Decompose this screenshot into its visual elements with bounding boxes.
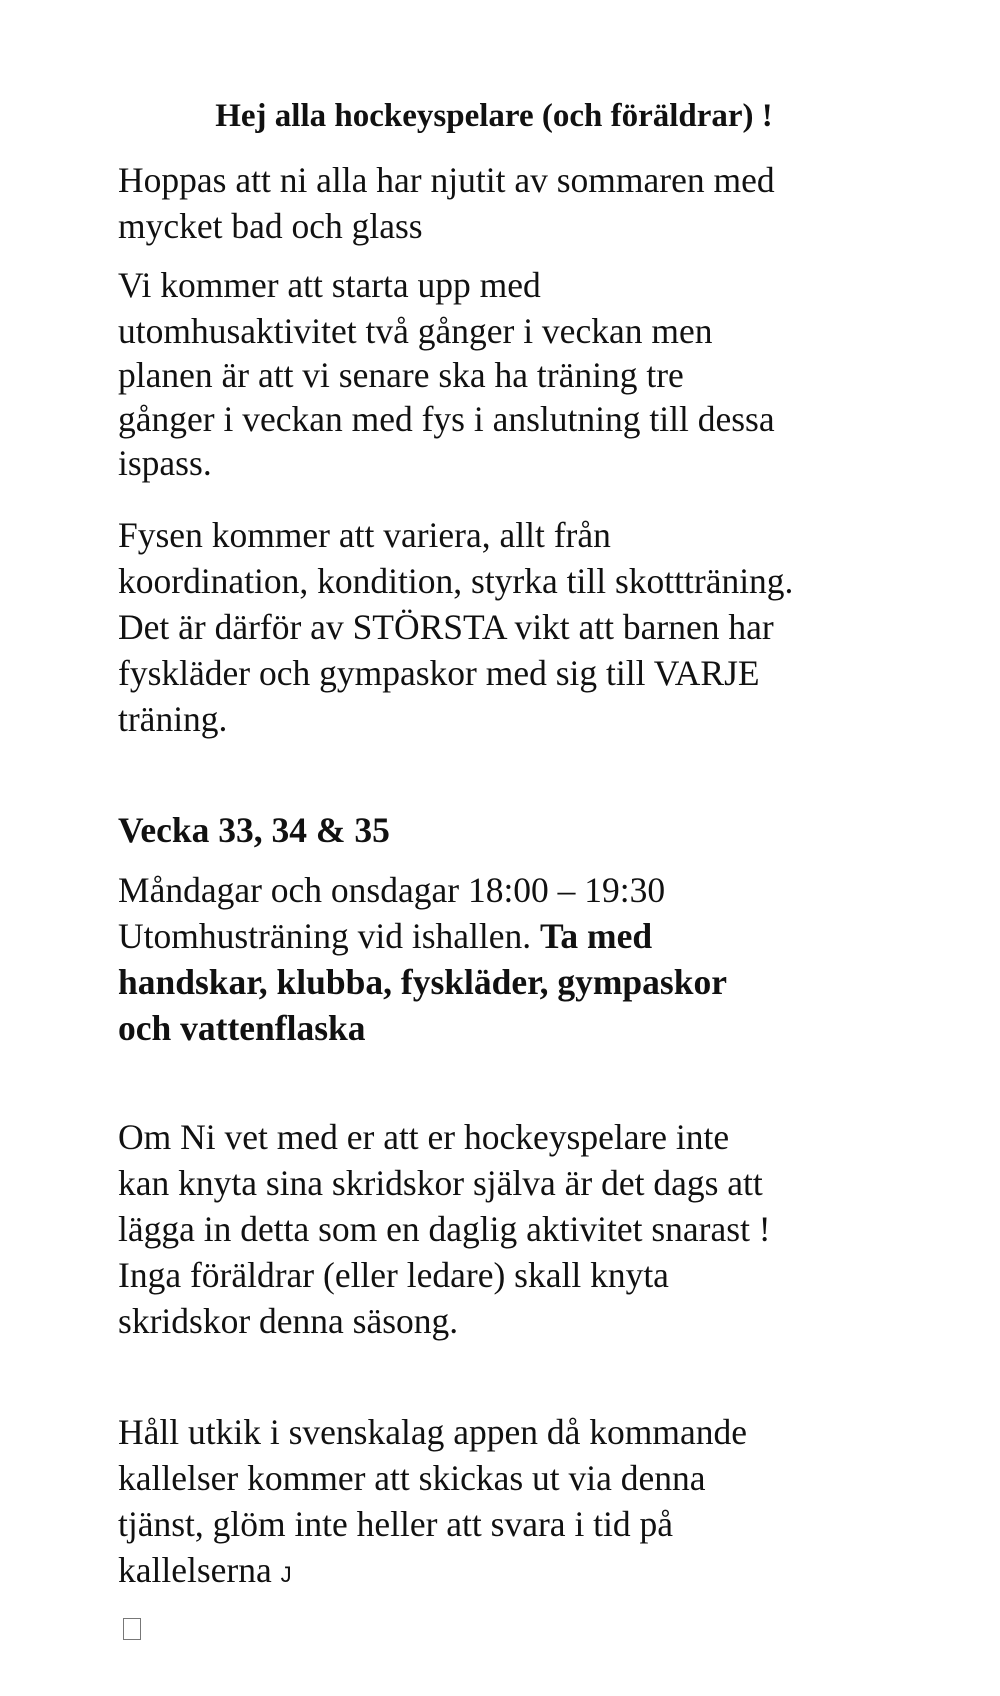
text-line: Håll utkik i svenskalag appen då kommande	[118, 1412, 747, 1452]
text-line: skridskor denna säsong.	[118, 1301, 459, 1341]
text-line: planen är att vi senare ska ha träning tre	[118, 355, 684, 395]
text-line: Hoppas att ni alla har njutit av sommaren med	[118, 160, 775, 200]
paragraph-fitness	[118, 512, 978, 742]
text-line	[118, 1547, 978, 1593]
bring-items-list-end: och vattenflaska	[118, 1008, 366, 1048]
paragraph-summer-greeting	[118, 157, 978, 249]
smiley-glyph-icon: J	[280, 1562, 292, 1587]
text-line: kan knyta sina skridskor själva är det dags att	[118, 1163, 763, 1203]
bring-items-intro: Ta med	[540, 916, 653, 956]
text-line: koordination, kondition, styrka till skottträning.	[118, 561, 794, 601]
text-line: Fysen kommer att variera, allt från	[118, 515, 611, 555]
text-line: Om Ni vet med er att er hockeyspelare inte	[118, 1117, 730, 1157]
bring-items-list: handskar, klubba, fyskläder, gympaskor	[118, 962, 727, 1002]
text-line: gånger i veckan med fys i anslutning till dessa	[118, 399, 775, 439]
paragraph-training-plan	[118, 262, 978, 486]
text-line: kallelser kommer att skickas ut via denna	[118, 1458, 706, 1498]
text-line: Det är därför av STÖRSTA vikt att barnen har	[118, 607, 774, 647]
text-line: Inga föräldrar (eller ledare) skall knyta	[118, 1255, 669, 1295]
letter-title: Hej alla hockeyspelare (och föräldrar) !	[215, 98, 773, 134]
text-line: träning.	[118, 699, 228, 739]
text-line: lägga in detta som en daglig aktivitet snarast !	[118, 1209, 771, 1249]
text-line: utomhusaktivitet två gånger i veckan men	[118, 311, 713, 351]
text-line: Vi kommer att starta upp med	[118, 265, 541, 305]
last-line-text: kallelserna	[118, 1550, 272, 1590]
schedule-time: Måndagar och onsdagar 18:00 – 19:30	[118, 870, 666, 910]
schedule-location: Utomhusträning vid ishallen.	[118, 916, 541, 956]
paragraph-app-notice	[118, 1409, 978, 1593]
text-line: mycket bad och glass	[118, 206, 423, 246]
schedule-heading	[118, 807, 978, 853]
schedule-heading-text: Vecka 33, 34 & 35	[118, 810, 390, 850]
schedule-details	[118, 867, 978, 1051]
text-line: tjänst, glöm inte heller att svara i tid på	[118, 1504, 674, 1544]
paragraph-skates	[118, 1114, 978, 1344]
schedule-location-line	[118, 913, 978, 959]
text-line: ispass.	[118, 443, 212, 483]
missing-glyph-box-icon	[123, 1618, 141, 1640]
text-line: fyskläder och gympaskor med sig till VARJE	[118, 653, 760, 693]
